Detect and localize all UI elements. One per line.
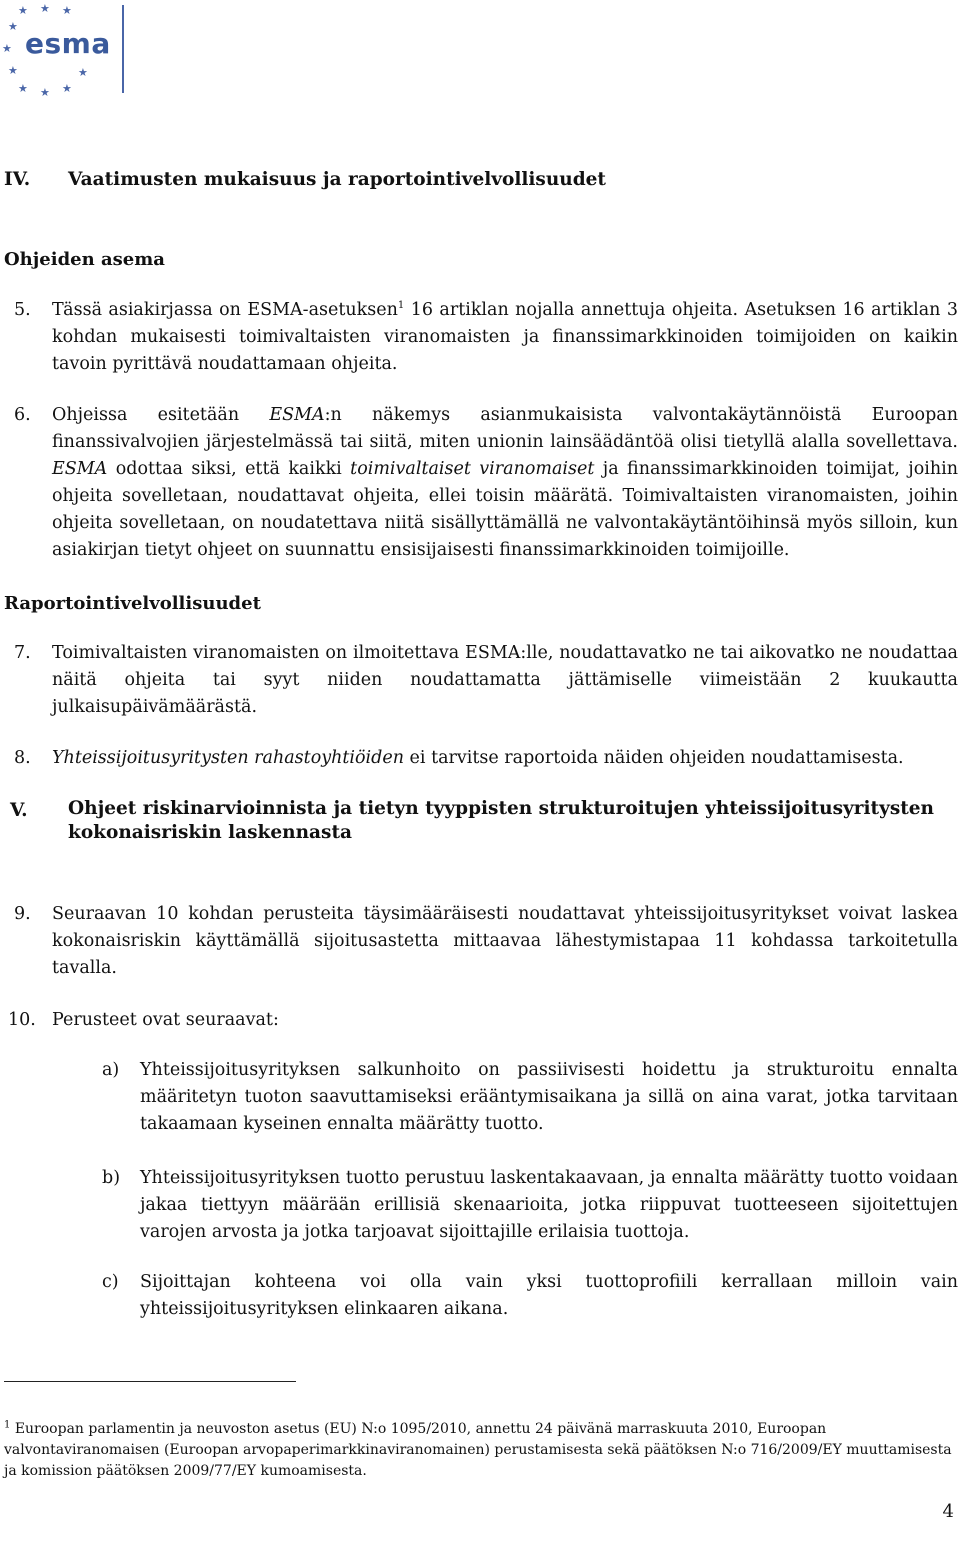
list-item [102,1269,958,1323]
footnote-marker: 1 [4,1419,11,1431]
text-run: :n näkemys asianmukaisista valvontakäytännöistä Euroopan finanssivalvojien järjestelmässä tai siitä, miten unionin lainsäädäntöä olisi tietyllä alalla sovellettava. [52,405,958,452]
footnote-ref: 1 [397,300,405,312]
paragraph-8 [4,745,958,772]
paragraph-6 [4,402,958,564]
svg-text:★: ★ [40,86,50,99]
svg-text:★: ★ [40,2,50,15]
logo-divider [122,5,124,93]
list-item [102,1165,958,1246]
list-item-text: Yhteissijoitusyrityksen salkunhoito on passiivisesti hoidettu ja strukturoitu ennalta määritetyn tuoton saavuttamiseksi erääntymisaikana ja sillä on aina varat, jotka tarvitaan takaamaan kyseinen ennalta määrätty tuotto. [140,1060,958,1134]
footnote-text: Euroopan parlamentin ja neuvoston asetus (EU) N:o 1095/2010, annettu 24 päivänä marraskuuta 2010, Euroopan valvontaviranomaisen (Euroopan arvopaperimarkkinaviranomainen) perustamisesta sekä päätöksen N:o 716/2009/EY muuttamisesta ja komission päätöksen 2009/77/EY kumoamisesta. [4,1421,952,1479]
list-item [102,1057,958,1138]
footnote [4,1419,954,1482]
italic-run: toimivaltaiset viranomaiset [350,459,595,479]
paragraph-9 [4,901,958,982]
paragraph-text [52,402,958,564]
paragraph-7 [4,640,958,721]
section-heading-iv [4,166,958,193]
list-item-text: Sijoittajan kohteena voi olla vain yksi tuottoprofiili kerrallaan milloin vain yhteissijoitusyrityksen elinkaaren aikana. [140,1272,958,1319]
section-heading-v [4,797,958,851]
paragraph-5 [4,297,958,378]
paragraph-text [52,745,958,772]
paragraph-number: 9. [14,904,31,924]
text-run: Tässä asiakirjassa on ESMA-asetuksen [52,300,398,320]
paragraph-number: 8. [14,748,31,768]
italic-run: ESMA [269,405,325,425]
esma-logo-text: esma [25,27,111,60]
paragraph-number: 5. [14,300,31,320]
paragraph-text: Seuraavan 10 kohdan perusteita täysimääräisesti noudattavat yhteissijoitusyritykset voivat laskea kokonaisriskin käyttämällä sijoitusastetta mittaavaa lähestymistapaa 11 kohdassa tarkoitetulla tavalla. [52,904,958,978]
section-title: Vaatimusten mukaisuus ja raportointivelvollisuudet [68,169,606,190]
svg-text:★: ★ [18,4,28,17]
paragraph-text: Perusteet ovat seuraavat: [52,1010,279,1030]
section-title: Ohjeet riskinarvioinnista ja tietyn tyyppisten strukturoitujen yhteissijoitusyritysten kokonaisriskin laskennasta [68,798,934,843]
svg-text:★: ★ [8,20,18,33]
svg-text:★: ★ [18,82,28,95]
italic-run: ESMA [52,459,108,479]
text-run: ja finanssimarkkinoiden toimijat, joihin ohjeita sovelletaan, noudattavat ohjeita, ellei toisin määrätä. Toimivaltaisten viranomaisten, joihin ohjeita sovelletaan, on noudatettava niitä sisällyttämällä ne valvontakäytäntöihinsä myös silloin, kun asiakirjan tietyt ohjeet on suunnattu ensisijaisesti finanssimarkkinoiden toimijoille. [52,459,958,560]
section-number: V. [10,800,28,821]
svg-text:★: ★ [2,42,12,55]
text-run: odottaa siksi, että kaikki [107,459,351,479]
svg-text:★: ★ [62,82,72,95]
paragraph-text: Toimivaltaisten viranomaisten on ilmoitettava ESMA:lle, noudattavatko ne tai aikovatko ne noudattaa näitä ohjeita tai syyt niiden noudattamatta jättämiselle viimeistään 2 kuukautta julkaisupäivämäärästä. [52,643,958,717]
page-number: 4 [942,1501,954,1522]
text-run: 16 artiklan nojalla annettuja ohjeita. Asetuksen 16 artiklan 3 kohdan mukaisesti toimivaltaisten viranomaisten ja finanssimarkkinoiden toimijoiden on kaikin tavoin pyrittävä noudattamaan ohjeita. [52,300,958,374]
italic-run: Yhteissijoitusyritysten rahastoyhtiöiden [52,748,404,768]
section-number: IV. [4,169,31,190]
subheading-status: Ohjeiden asema [4,249,165,270]
list-item-text: Yhteissijoitusyrityksen tuotto perustuu laskentakaavaan, ja ennalta määrätty tuotto voidaan jakaa tiettyyn määrään erillisiä skenaarioita, jotka riippuvat tuotteeseen sijoitettujen varojen arvosta ja jotka tarjoavat sijoittajille erilaisia tuottoja. [140,1168,958,1242]
list-item-label: a) [102,1060,120,1080]
svg-text:★: ★ [8,64,18,77]
text-run: ei tarvitse raportoida näiden ohjeiden noudattamisesta. [403,748,904,768]
text-run: Ohjeissa esitetään [52,405,270,425]
paragraph-number: 7. [14,643,31,663]
footnote-separator [4,1381,296,1382]
list-item-label: c) [102,1272,119,1292]
paragraph-number: 6. [14,405,31,425]
esma-logo [0,0,140,100]
svg-text:★: ★ [62,4,72,17]
subheading-reporting: Raportointivelvollisuudet [4,593,261,614]
paragraph-text [52,297,958,378]
svg-text:★: ★ [78,66,88,79]
paragraph-number: 10. [8,1010,36,1030]
paragraph-10 [4,1007,958,1034]
list-item-label: b) [102,1168,121,1188]
